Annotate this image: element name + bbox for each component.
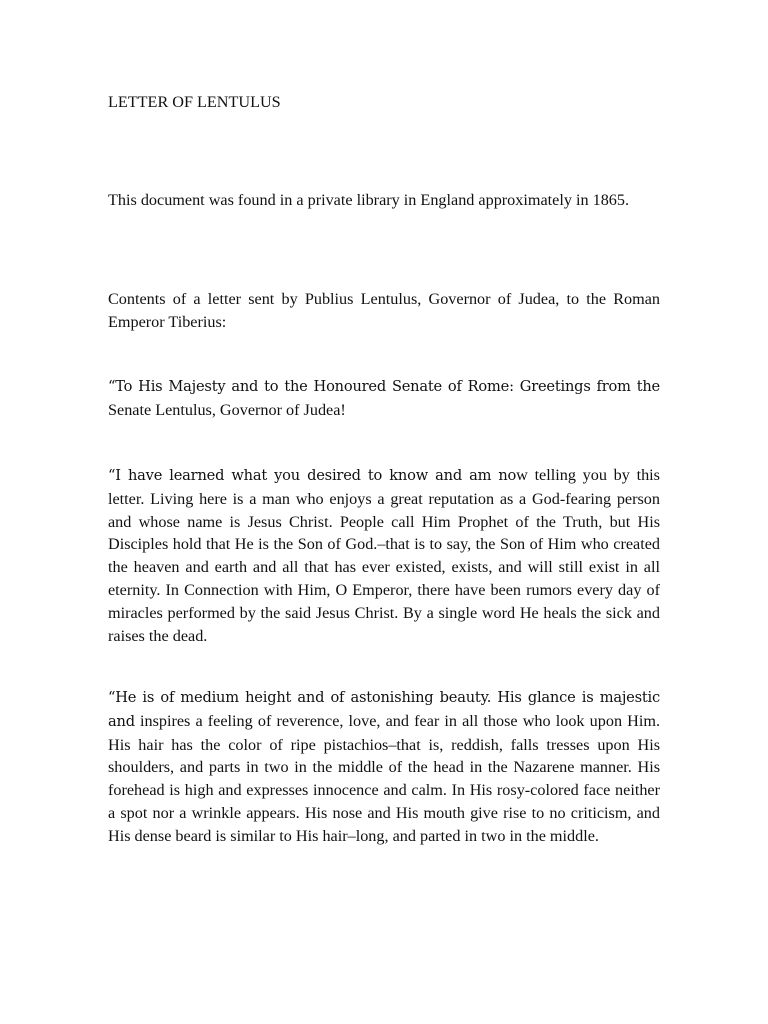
description-paragraph [108, 686, 660, 848]
greeting-rest: Senate Lentulus, Governor of Judea! [108, 400, 346, 419]
learned-paragraph [108, 464, 660, 647]
description-rest: inspires a feeling of reverence, love, and fear in all those who look upon Him. His hair has the color of ripe pistachios–that is, reddish, falls tresses upon His shoulders, and parts in two in the middle of the head in the Nazarene manner. His forehead is high and expresses innocence and calm. In His rosy-colored face neither a spot nor a wrinkle appears. His nose and His mouth give rise to no criticism, and His dense beard is similar to His hair–long, and parted in two in the middle. [108, 711, 660, 845]
description-lead: “He is of medium height and of astonishing beauty. His glance is majestic and [108, 689, 660, 730]
greeting-lead: “To His Majesty and to the Honoured Senate of Rome: Greetings from the [108, 378, 660, 395]
contents-intro: Contents of a letter sent by Publius Lentulus, Governor of Judea, to the Roman Emperor Tiberius: [108, 290, 660, 331]
greeting-paragraph [108, 375, 660, 422]
document-title: LETTER OF LENTULUS [108, 93, 281, 111]
learned-lead: “I have learned what you desired to know and am no [108, 467, 517, 484]
learned-rest: w telling you by this letter. Living here is a man who enjoys a great reputation as a God-fearing person and whose name is Jesus Christ. People call Him Prophet of the Truth, but His Disciples hold that He is the Son of God.–that is to say, the Son of Him who created the heaven and earth and all that has ever existed, exists, and will still exist in all eternity. In Connection with Him, O Emperor, there have been rumors every day of miracles performed by the said Jesus Christ. By a single word He heals the sick and raises the dead. [108, 466, 660, 645]
found-note: This document was found in a private library in England approximately in 1865. [108, 191, 630, 209]
